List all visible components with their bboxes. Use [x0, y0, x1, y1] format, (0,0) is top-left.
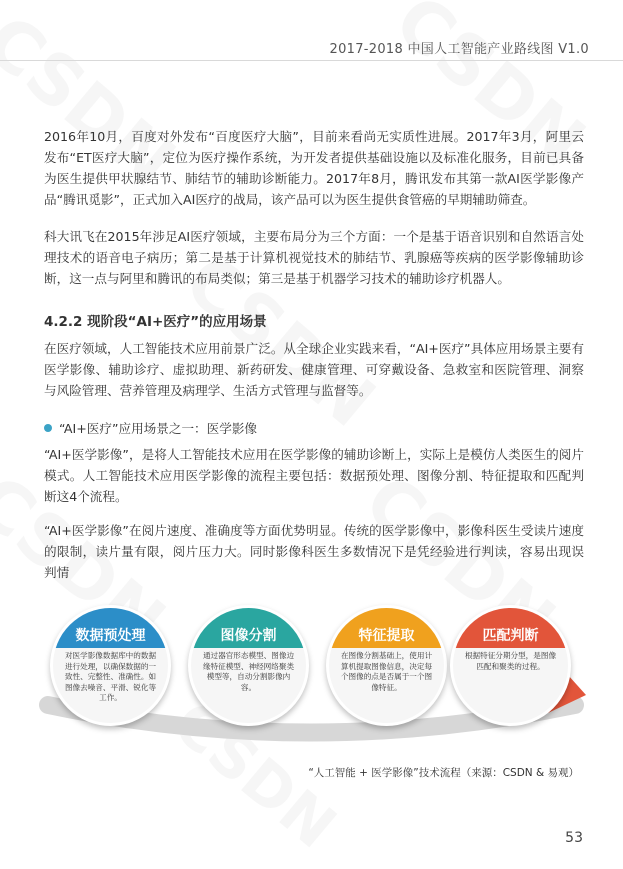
step-title-bg — [329, 608, 444, 648]
step-feature-extraction — [326, 605, 447, 726]
paragraph-medical-imaging: “AI+医学影像”，是将人工智能技术应用在医学影像的辅助诊断上，实际上是模仿人类医生的阅片模式。人工智能技术应用医学影像的流程主要包括：数据预处理、图像分割、特征提取和匹配判断这4个流程。 — [44, 447, 584, 504]
bullet-text: “AI+医疗”应用场景之一：医学影像 — [59, 421, 258, 436]
step-title-bg — [191, 608, 306, 648]
step-title: 数据预处理 — [75, 628, 146, 644]
step-title: 图像分割 — [220, 628, 277, 644]
process-flow-diagram — [30, 585, 595, 765]
step-data-preprocessing — [50, 605, 171, 726]
step-title: 特征提取 — [358, 628, 415, 644]
step-description: 在图像分割基础上，使用计算机提取图像信息，决定每个图像的点是否属于一个图像特征。 — [340, 651, 433, 692]
header-title: 2017-2018 中国人工智能产业路线图 V1.0 — [329, 42, 589, 57]
paragraph-application-scenarios: 在医疗领域，人工智能技术应用前景广泛。从全球企业实践来看，“AI+医疗”具体应用场景主要有医学影像、辅助诊疗、虚拟助理、新药研发、健康管理、可穿戴设备、急救室和医院管理、洞察与风险管理、营养管理及病理学、生活方式管理与监督等。 — [44, 341, 584, 398]
step-matching-judgment — [450, 605, 571, 726]
step-title-bg — [453, 608, 568, 648]
step-title-bg — [53, 608, 168, 648]
page-number: 53 — [565, 830, 583, 846]
figure-caption: “人工智能 + 医学影像”技术流程（来源：CSDN & 易观） — [308, 767, 579, 779]
step-title: 匹配判断 — [482, 628, 539, 644]
bullet-item — [44, 418, 257, 437]
paragraph-baidu-ali-tencent: 2016年10月，百度对外发布“百度医疗大脑”，目前来看尚无实质性进展。2017年3月，阿里云发布“ET医疗大脑”，定位为医疗操作系统，为开发者提供基础设施以及标准化服务，目前已具备为医生提供甲状腺结节、肺结节的辅助诊断能力。2017年8月，腾讯发布其第一款AI医学影像产品“腾讯觅影”，正式加入AI医疗的战局，该产品可以为医生提供食管癌的早期辅助筛查。 — [44, 129, 584, 207]
step-description: 对医学影像数据库中的数据进行处理，以确保数据的一致性、完整性、准确性。如图像去噪音、平滑、锐化等工作。 — [64, 651, 157, 702]
paragraph-imaging-advantages: “AI+医学影像”在阅片速度、准确度等方面优势明显。传统的医学影像中，影像科医生受读片速度的限制，读片量有限，阅片压力大。同时影像科医生多数情况下是凭经验进行判读，容易出现误判情 — [44, 523, 584, 580]
bullet-dot-icon — [44, 424, 52, 432]
section-heading: 4.2.2 现阶段“AI+医疗”的应用场景 — [44, 314, 267, 330]
paragraph-iflytek: 科大讯飞在2015年涉足AI医疗领域，主要布局分为三个方面：一个是基于语音识别和自然语言处理技术的语音电子病历；第二是基于计算机视觉技术的肺结节、乳腺癌等疾病的医学影像辅助诊断，这一点与阿里和腾讯的布局类似；第三是基于机器学习技术的辅助诊疗机器人。 — [44, 229, 584, 286]
step-image-segmentation — [188, 605, 309, 726]
header-divider — [0, 60, 623, 61]
step-description: 根据特征分期分型，是图像匹配和聚类的过程。 — [464, 651, 557, 671]
step-description: 通过器官形态模型、图像边缘特征模型、神经网络聚类模型等，自动分割影像内容。 — [202, 651, 295, 692]
